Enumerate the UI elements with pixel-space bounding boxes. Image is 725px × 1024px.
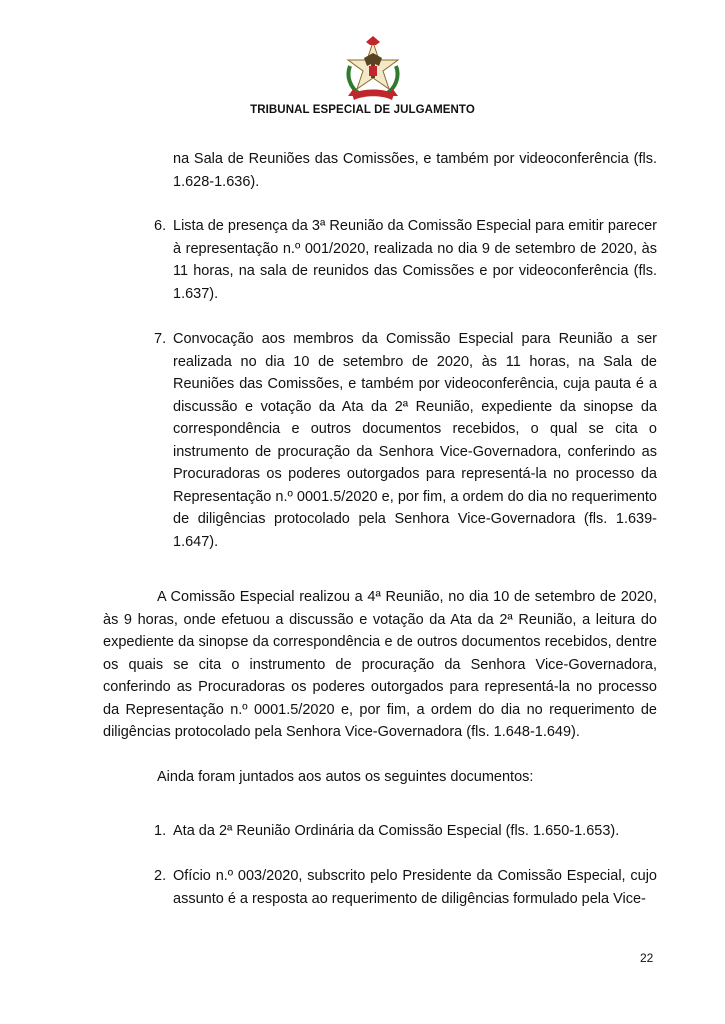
coat-of-arms-icon: [342, 36, 404, 104]
list-item-number: 7.: [154, 331, 167, 347]
header-title: TRIBUNAL ESPECIAL DE JULGAMENTO: [250, 104, 475, 116]
list-item-text: Convocação aos membros da Comissão Especial para Reunião a ser realizada no dia 10 de setembro de 2020, às 11 horas, na Sala de Reuniões das Comissões, e também por videoconferência, cuja pauta é a discussão e votação da Ata da 2ª Reunião, expediente da sinopse da correspondência e outros documentos recebidos, o qual se cita o instrumento de procuração da Senhora Vice-Governadora, conferindo as Procuradoras os poderes outorgados para representá-la no processo da Representação n.º 0001.5/2020 e, por fim, a ordem do dia no requerimento de diligências protocolado pela Senhora Vice-Governadora (fls. 1.639-1.647).: [173, 331, 657, 550]
intro-text: Ainda foram juntados aos autos os seguintes documentos:: [157, 769, 534, 785]
list-item: [154, 865, 657, 910]
continuation-text: na Sala de Reuniões das Comissões, e também por videoconferência (fls. 1.628-1.636).: [173, 151, 657, 190]
list-item-text: Lista de presença da 3ª Reunião da Comissão Especial para emitir parecer à representação n.º 001/2020, realizada no dia 9 de setembro de 2020, às 11 horas, na sala de reunidos das Comissões e por videoconferência (fls. 1.637).: [173, 218, 657, 302]
list-item-text: Ata da 2ª Reunião Ordinária da Comissão Especial (fls. 1.650-1.653).: [173, 823, 620, 839]
list-item: [154, 215, 657, 305]
list-item: [154, 820, 657, 843]
list-item-number: 2.: [154, 868, 167, 884]
list-item: [154, 328, 657, 553]
list-item-number: 1.: [154, 823, 167, 839]
list-item-text: Ofício n.º 003/2020, subscrito pelo Presidente da Comissão Especial, cujo assunto é a resposta ao requerimento de diligências formulado pela Vice-: [173, 868, 657, 907]
body-paragraph: A Comissão Especial realizou a 4ª Reunião, no dia 10 de setembro de 2020, às 9 horas, onde efetuou a discussão e votação da Ata da 2ª Reunião, a leitura do expediente da sinopse da correspondência e de outros documentos recebidos, dentre os quais se cita o instrumento de procuração da Senhora Vice-Governadora, conferindo as Procuradoras os poderes outorgados para representá-la no processo da Representação n.º 0001.5/2020 e, por fim, a ordem do dia no requerimento de diligências protocolado pela Senhora Vice-Governadora (fls. 1.648-1.649).: [103, 589, 657, 740]
page-number: 22: [640, 951, 654, 965]
list-item-number: 6.: [154, 218, 167, 234]
